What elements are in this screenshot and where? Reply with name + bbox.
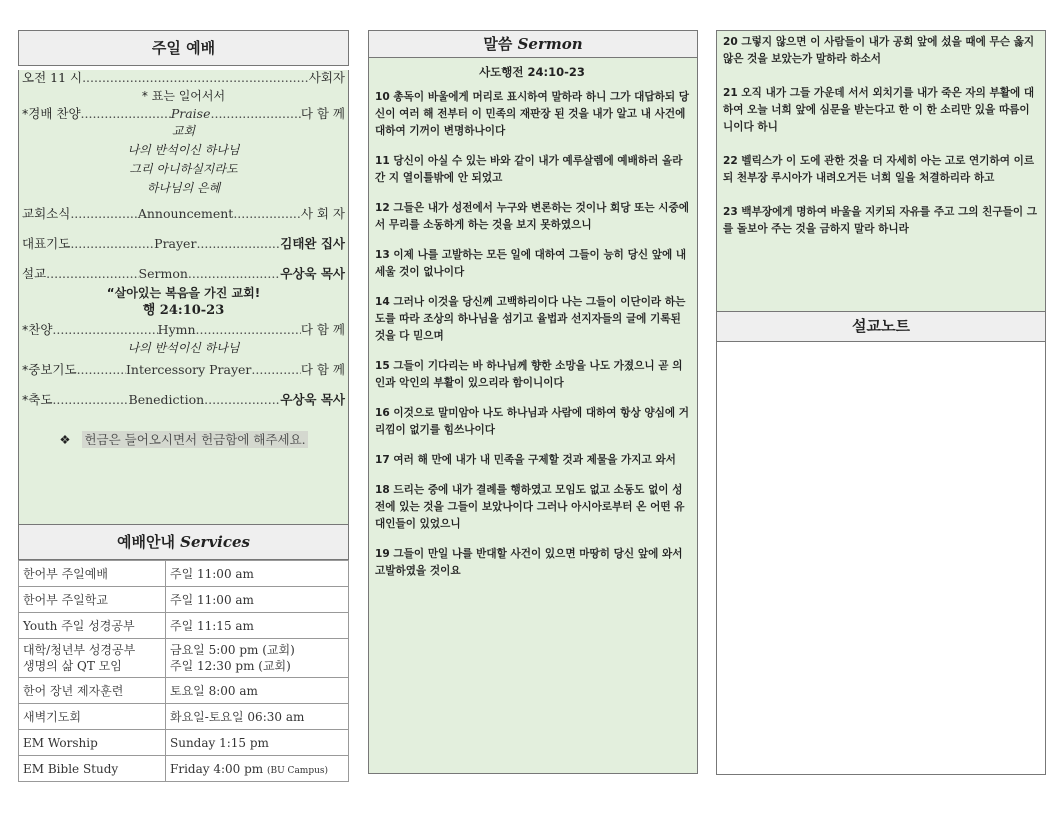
verse: 20 그렇지 않으면 이 사람들이 내가 공회 앞에 섰을 때에 무슨 옳지 않은 것을 보았는가 말하라 하소서: [723, 36, 1035, 65]
sermon-notes-area: [716, 342, 1046, 775]
hymn-song: 나의 반석이신 하나님: [127, 341, 240, 355]
praise-songs: [19, 122, 348, 198]
verse: 18 드리는 중에 내가 결례를 행하였고 모임도 없고 소동도 없이 성전에 있는 것을 그들이 보았나이다 그러나 아시아로부터 온 어떤 유대인들이 있었으니: [375, 484, 685, 530]
services-table: [18, 560, 349, 782]
intro-time: 오전 11 시: [22, 70, 83, 85]
verse: 23 백부장에게 명하여 바울을 지키되 자유를 주고 그의 친구들이 그를 돌보아 주는 것을 금하지 말라 하니라: [723, 206, 1038, 235]
praise-song: 나의 반석이신 하나님: [127, 143, 240, 157]
scripture-panel: [368, 58, 698, 774]
intro-leader: 사회자: [308, 70, 345, 85]
scripture-continued-panel: [716, 30, 1046, 312]
diamond-bullet-icon: ❖: [59, 432, 71, 447]
sermon-notes-title: 설교노트: [716, 312, 1046, 342]
worship-order-section: [18, 30, 349, 526]
offering-text: 헌금은 들어오시면서 헌금함에 해주세요.: [84, 432, 306, 447]
table-row: 새벽기도회 화요일-토요일 06:30 am: [19, 704, 349, 730]
prayer-row: 대표기도 ..... Prayer ..... 김태완 집사: [19, 236, 348, 252]
verse: 17 여러 해 만에 내가 내 민족을 구제할 것과 제물을 가지고 와서: [375, 454, 676, 466]
sermon-section: [368, 30, 698, 774]
verse: 11 당신이 아실 수 있는 바와 같이 내가 예루살렘에 예배하러 올라간 지 열이틀밖에 안 되었고: [375, 155, 683, 184]
verse: 10 총독이 바울에게 머리로 표시하여 말하라 하니 그가 대답하되 당신이 여러 해 전부터 이 민족의 재판장 된 것을 내가 알고 내 사건에 대하여 기꺼이 변명하나이다: [375, 91, 690, 137]
praise-song: 교회: [171, 124, 196, 138]
announcement-row: 교회소식 ..... Announcement ..... 사 회 자: [19, 206, 348, 222]
verse: 13 이제 나를 고발하는 모든 일에 대하여 그들이 능히 당신 앞에 내세울 것이 없나이다: [375, 249, 687, 278]
verse: 21 오직 내가 그들 가운데 서서 외치기를 내가 죽은 자의 부활에 대하여 오늘 너희 앞에 심문을 받는다고 한 이 한 소리만 있을 따름이니이다 하니: [723, 87, 1035, 133]
table-row: 한어부 주일학교 주일 11:00 am: [19, 587, 349, 613]
table-row: Youth 주일 성경공부 주일 11:15 am: [19, 613, 349, 639]
services-section: [18, 524, 349, 782]
intercession-row: *중보기도 ..... Intercessory Prayer ..... 다 함 께: [19, 362, 348, 378]
verse: 14 그러나 이것을 당신께 고백하리이다 나는 그들이 이단이라 하는 도를 따라 조상의 하나님을 섬기고 율법과 선지자들의 글에 기록된 것을 다 믿으며: [375, 296, 686, 342]
intro-row: [19, 70, 348, 86]
continued-section: [716, 30, 1046, 775]
worship-order-panel: [18, 70, 349, 526]
sermon-title: “살아있는 복음을 가진 교회!: [106, 286, 261, 300]
sermon-header: 말씀 Sermon: [368, 30, 698, 58]
hymn-row: *찬양 ..... Hymn ..... 다 함 께: [19, 322, 348, 338]
praise-row: *경배 찬양 ..... Praise ..... 다 함 께: [19, 106, 348, 122]
services-title: 예배안내 Services: [18, 524, 349, 560]
benediction-row: *축도 ..... Benediction ..... 우상욱 목사: [19, 392, 348, 408]
table-row: 한어 장년 제자훈련 토요일 8:00 am: [19, 678, 349, 704]
verse: 12 그들은 내가 성전에서 누구와 변론하는 것이나 회당 또는 시중에서 무리를 소동하게 하는 것을 보지 못하였으니: [375, 202, 690, 231]
table-row: EM Bible Study Friday 4:00 pm (BU Campus): [19, 756, 349, 782]
stand-note: * 표는 일어서서: [141, 89, 226, 103]
table-row: EM Worship Sunday 1:15 pm: [19, 730, 349, 756]
sermon-reference: 행 24:10-23: [142, 303, 225, 318]
table-row: 대학/청년부 성경공부 생명의 삶 QT 모임 금요일 5:00 pm (교회) 주일 12:30 pm (교회): [19, 639, 349, 678]
sermon-row: 설교 ..... Sermon ..... 우상욱 목사: [19, 266, 348, 282]
verse: 15 그들이 기다리는 바 하나님께 향한 소망을 나도 가졌으니 곧 의인과 악인의 부활이 있으리라 함이니이다: [375, 360, 683, 389]
offering-note: [19, 430, 348, 448]
praise-song: 하나님의 은혜: [146, 181, 221, 195]
scripture-reference: 사도행전 24:10-23: [479, 65, 585, 79]
verse: 19 그들이 만일 나를 반대할 사건이 있으면 마땅히 당신 앞에 와서 고발하였을 것이요: [375, 548, 683, 577]
worship-order-title: 주일 예배: [18, 30, 349, 66]
praise-song: 그리 아니하실지라도: [129, 162, 238, 176]
verse: 16 이것으로 말미암아 나도 하나님과 사람에 대하여 항상 양심에 거리낌이 없기를 힘쓰나이다: [375, 407, 690, 436]
table-row: 한어부 주일예배 주일 11:00 am: [19, 561, 349, 587]
verse: 22 벨릭스가 이 도에 관한 것을 더 자세히 아는 고로 연기하여 이르되 천부장 루시아가 내려오거든 너희 일을 처결하리라 하고: [723, 155, 1035, 184]
